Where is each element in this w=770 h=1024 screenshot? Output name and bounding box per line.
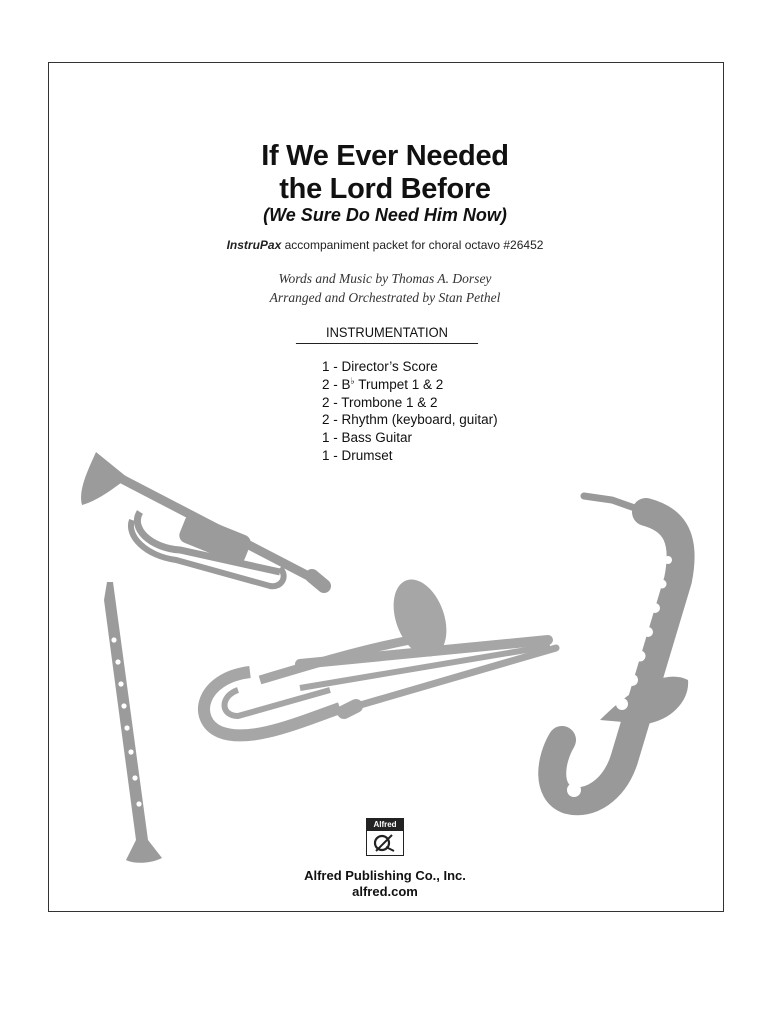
packet-brand: InstruPax [226, 238, 282, 252]
flat-sign: ♭ [350, 375, 355, 386]
trombone-icon [204, 572, 556, 735]
trumpet-icon [81, 452, 324, 586]
credit-arranger: Arranged and Orchestrated by Stan Pethel [269, 290, 501, 305]
list-item: 1 - Director’s Score [322, 359, 438, 374]
title-line-1: If We Ever Needed [261, 140, 509, 172]
list-item: 1 - Bass Guitar [322, 430, 413, 446]
list-item: 1 - Drumset [322, 447, 393, 463]
alfred-emblem-icon [372, 833, 396, 853]
list-item: 2 - Trombone 1 & 2 [322, 394, 438, 410]
clarinet-icon [104, 582, 162, 863]
list-item: 2 - Rhythm (keyboard, guitar) [322, 412, 498, 428]
alfred-logo [366, 818, 404, 856]
publisher-url: alfred.com [352, 884, 418, 899]
packet-text: accompaniment packet for choral octavo #26452 [281, 238, 544, 252]
credit-words-music: Words and Music by Thomas A. Dorsey [278, 271, 492, 286]
list-item: 2 - B♭ Trumpet 1 & 2 [322, 375, 444, 392]
subtitle: (We Sure Do Need Him Now) [263, 205, 507, 225]
title-line-2: the Lord Before [279, 173, 491, 205]
saxophone-icon [552, 496, 688, 801]
logo-wordmark: Alfred [367, 819, 403, 831]
instrumentation-heading: INSTRUMENTATION [296, 324, 478, 344]
publisher-name: Alfred Publishing Co., Inc. [304, 868, 466, 883]
